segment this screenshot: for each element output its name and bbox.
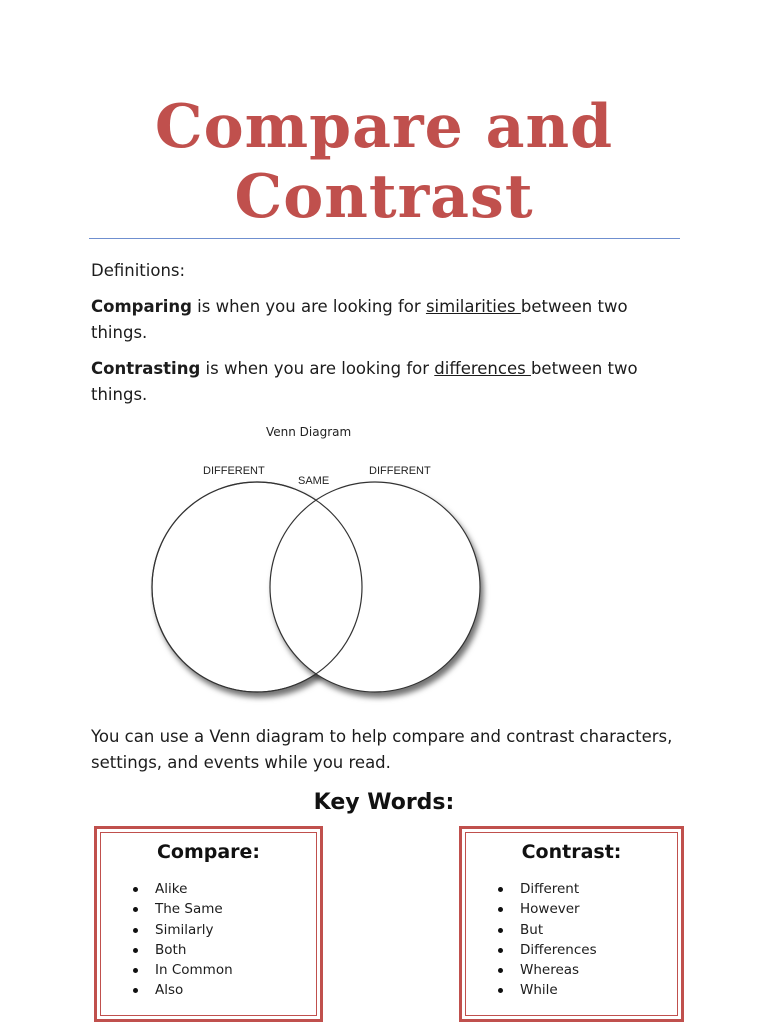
list-item: Alike (155, 879, 233, 899)
similarities-keyword: similarities (425, 297, 521, 316)
list-item: In Common (155, 960, 233, 980)
contrasting-text-before: is when you are looking for (200, 359, 435, 378)
title-line-1: Compare and (154, 92, 614, 162)
contrasting-definition (91, 356, 681, 408)
list-item: Also (155, 980, 233, 1000)
title-divider (89, 238, 680, 239)
list-item: While (520, 980, 597, 1000)
list-item: The Same (155, 899, 233, 919)
contrast-list (462, 879, 597, 1001)
list-item: Similarly (155, 920, 233, 940)
venn-right-circle (270, 482, 480, 692)
venn-label-center: SAME (298, 475, 330, 487)
definitions-section (91, 258, 681, 418)
list-item: But (520, 920, 597, 940)
list-item: Differences (520, 940, 597, 960)
list-item: Both (155, 940, 233, 960)
compare-list (97, 879, 233, 1001)
list-item: However (520, 899, 597, 919)
title-line-2: Contrast (234, 162, 534, 232)
list-item: Different (520, 879, 597, 899)
contrast-box (459, 826, 684, 1022)
comparing-definition (91, 294, 681, 346)
compare-heading: Compare: (156, 841, 261, 863)
differences-keyword: differences (434, 359, 531, 378)
contrast-heading: Contrast: (521, 841, 622, 863)
venn-label-left: DIFFERENT (203, 465, 265, 477)
venn-caption: You can use a Venn diagram to help compare and contrast characters, settings, and events while you read. (91, 727, 673, 772)
venn-label-right: DIFFERENT (369, 465, 431, 477)
comparing-text-after: between two things. (91, 297, 628, 342)
venn-diagram-title: Venn Diagram (266, 425, 352, 439)
compare-box (94, 826, 323, 1022)
key-words-title: Key Words: (313, 790, 455, 815)
venn-diagram (150, 455, 495, 705)
comparing-term: Comparing (91, 297, 192, 316)
definitions-heading: Definitions: (91, 261, 186, 280)
list-item: Whereas (520, 960, 597, 980)
contrasting-term: Contrasting (91, 359, 201, 378)
contrasting-text-after: between two things. (91, 359, 638, 404)
page-title (0, 92, 768, 232)
comparing-text-before: is when you are looking for (191, 297, 426, 316)
